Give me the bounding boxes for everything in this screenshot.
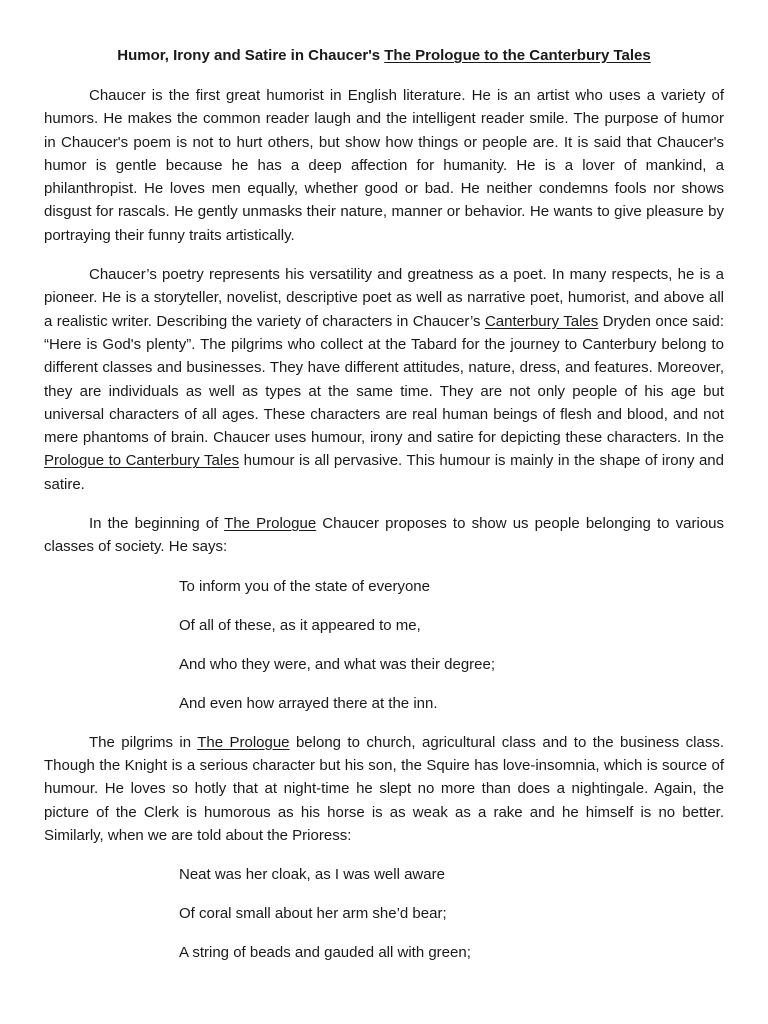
title-work-underlined: The Prologue to the Canterbury Tales (384, 47, 651, 64)
paragraph-2 (44, 263, 724, 496)
verse-line: Of all of these, as it appeared to me, (179, 616, 421, 634)
paragraph-1: Chaucer is the first great humorist in English literature. He is an artist who uses a variety of humors. He makes the common reader laugh and the intelligent reader smile. The purpose of humor in Chaucer's poem is not to hurt others, but show how things or people are. It is said that Chaucer's humor is gentle because he has a deep affection for humanity. He is a lover of mankind, a philanthropist. He loves men equally, whether good or bad. He neither condemns fools nor shows disgust for rascals. He gently unmasks their nature, manner or behavior. He wants to give pleasure by portraying their funny traits artistically. (44, 87, 724, 244)
paragraph-4-text-a: The pilgrims in (89, 733, 198, 751)
paragraph-4-text-b: belong to church, agricultural class and to the business class. Though the Knight is a serious character but his son, the Squire has love-insomnia, which is source of humour. He loves so hotly that at night-time he slept no more than does a nightingale. Again, the picture of the Clerk is humorous as his horse is as weak as a rake and he himself is no better. Similarly, when we are told about the Prioress: (44, 733, 724, 844)
verse-line: To inform you of the state of everyone (179, 577, 430, 595)
paragraph-3-text-b: Chaucer proposes to show us people belonging to various classes of society. He says: (44, 515, 724, 556)
paragraph-3-text-a: In the beginning of (89, 515, 225, 533)
verse-line: A string of beads and gauded all with green; (179, 944, 471, 962)
document-title (44, 46, 724, 66)
verse-line: Of coral small about her arm she’d bear; (179, 905, 447, 923)
verse-line: And who they were, and what was their degree; (179, 655, 496, 673)
verse-line: Neat was her cloak, as I was well aware (179, 866, 445, 884)
work-title-the-prologue: The Prologue (197, 733, 290, 751)
paragraph-2-text-a: Chaucer’s poetry represents his versatility and greatness as a poet. In many respects, he is a pioneer. He is a storyteller, novelist, descriptive poet as well as narrative poet, humorist, and above all a realistic writer. Describing the variety of characters in Chaucer’s (44, 266, 724, 330)
paragraph-4 (44, 731, 724, 847)
title-text: Humor, Irony and Satire in Chaucer's (117, 47, 385, 64)
work-title-canterbury-tales: Canterbury Tales (484, 312, 599, 330)
paragraph-2-text-c: humour is all pervasive. This humour is mainly in the shape of irony and satire. (44, 452, 724, 493)
work-title-the-prologue: The Prologue (224, 515, 317, 533)
verse-line: And even how arrayed there at the inn. (179, 694, 438, 712)
paragraph-2-text-b: Dryden once said: “Here is God's plenty”. The pilgrims who collect at the Tabard for the journey to Canterbury belong to different classes and businesses. They have different attitudes, nature, dress, and features. Moreover, they are individuals as well as types at the same time. They are not only people of his age but universal characters of all ages. These characters are real human beings of flesh and blood, and not mere phantoms of brain. Chaucer uses humour, irony and satire for depicting these characters. In the (44, 312, 724, 447)
paragraph-3 (44, 512, 724, 559)
work-title-prologue-to-canterbury-tales: Prologue to Canterbury Tales (44, 452, 240, 470)
